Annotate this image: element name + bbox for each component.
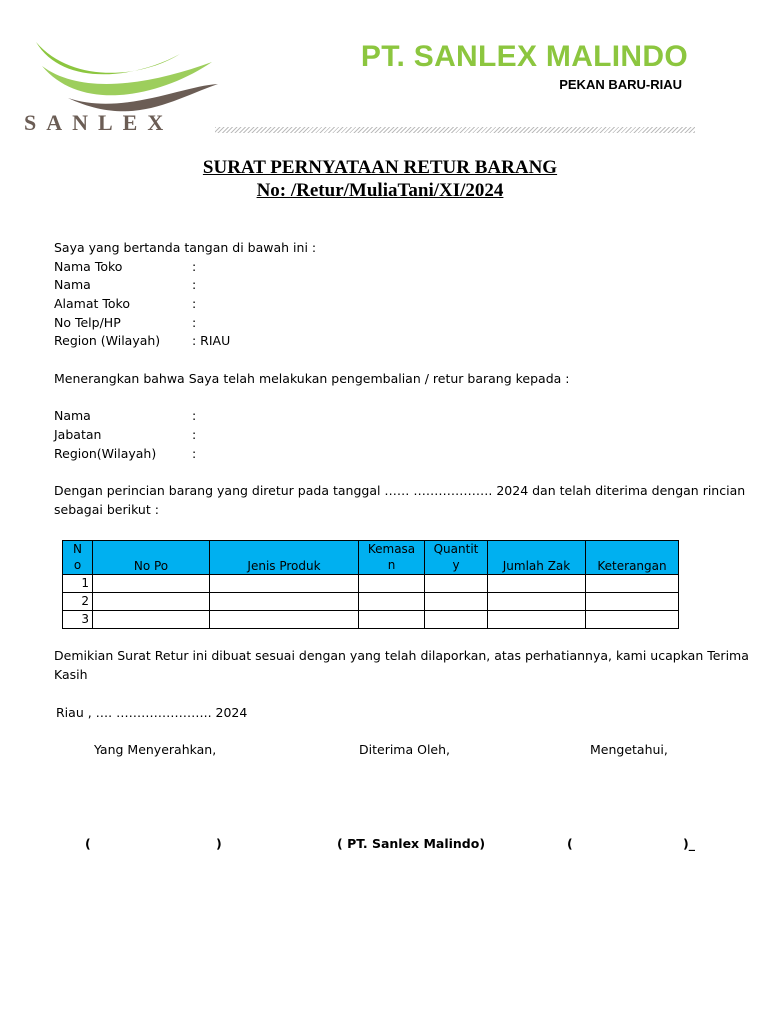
cell-kemasan [359,611,425,629]
cell-jumlah-zak [488,611,586,629]
cell-jumlah-zak [488,593,586,611]
field-value: : [192,408,197,423]
statement-text: Menerangkan bahwa Saya telah melakukan pengembalian / retur barang kepada : [54,371,570,386]
field-value: : [192,315,197,330]
cell-kemasan [359,593,425,611]
return-items-table [62,540,679,629]
closing-text-cont: Kasih [54,667,88,682]
field-value: : [192,259,197,274]
cell-kemasan [359,575,425,593]
cell-no-po [93,611,210,629]
table-row [63,575,679,593]
document-number: No: /Retur/MuliaTani/XI/2024 [256,180,504,201]
field-label: Region (Wilayah) [54,333,161,348]
cell-quantity [425,593,488,611]
cell-keterangan [586,575,679,593]
field-value: : [192,427,197,442]
cell-no: 3 [63,611,93,629]
signature-receiver-label: Diterima Oleh, [359,742,451,757]
sanlex-logo [22,36,222,136]
logo-wordmark: SANLEX [24,110,174,135]
field-label: Region(Wilayah) [54,446,157,461]
col-header-quantity: Quantit y [425,541,488,575]
field-label: No Telp/HP [54,315,121,330]
cell-jenis-produk [210,593,359,611]
closing-text: Demikian Surat Retur ini dibuat sesuai dengan yang telah dilaporkan, atas perhatiannya, kami ucapkan Terima [54,648,749,663]
cell-no-po [93,575,210,593]
col-header-kemasan: Kemasa n [359,541,425,575]
cell-no: 2 [63,593,93,611]
field-label: Nama [54,408,91,423]
cell-jenis-produk [210,611,359,629]
receiver-name: ( PT. Sanlex Malindo) [337,836,486,851]
table-row [63,611,679,629]
field-label: Alamat Toko [54,296,130,311]
col-header-keterangan: Keterangan [586,541,679,575]
table-header-row [63,541,679,575]
table-row [63,593,679,611]
field-value: : RIAU [192,333,231,348]
company-name: PT. SANLEX MALINDO [360,40,688,73]
field-value: : [192,277,197,292]
cell-jenis-produk [210,575,359,593]
giver-name-close: ) [216,836,222,851]
approver-name-open: ( [567,836,573,851]
signature-giver-label: Yang Menyerahkan, [94,742,217,757]
cell-no-po [93,593,210,611]
col-header-no: N o [63,541,93,575]
cell-quantity [425,575,488,593]
giver-name-open: ( [85,836,91,851]
cell-keterangan [586,593,679,611]
cell-keterangan [586,611,679,629]
field-label: Jabatan [54,427,102,442]
detail-text: Dengan perincian barang yang diretur pada tanggal …… ………………. 2024 dan telah diterima dengan rincian [54,483,746,498]
col-header-jenis-produk: Jenis Produk [210,541,359,575]
approver-name-close: )_ [683,836,695,851]
field-value: : [192,446,197,461]
signature-approver-label: Mengetahui, [590,742,668,757]
cell-quantity [425,611,488,629]
intro-text: Saya yang bertanda tangan di bawah ini : [54,240,317,255]
detail-text-cont: sebagai berikut : [54,502,159,517]
cell-jumlah-zak [488,575,586,593]
field-label: Nama [54,277,91,292]
document-title: SURAT PERNYATAAN RETUR BARANG [202,157,558,178]
field-value: : [192,296,197,311]
col-header-jumlah-zak: Jumlah Zak [488,541,586,575]
company-city: PEKAN BARU-RIAU [559,77,682,92]
field-label: Nama Toko [54,259,123,274]
header-divider [215,127,695,133]
cell-no: 1 [63,575,93,593]
col-header-no-po: No Po [93,541,210,575]
place-date: Riau , …. ………………….. 2024 [56,705,248,720]
